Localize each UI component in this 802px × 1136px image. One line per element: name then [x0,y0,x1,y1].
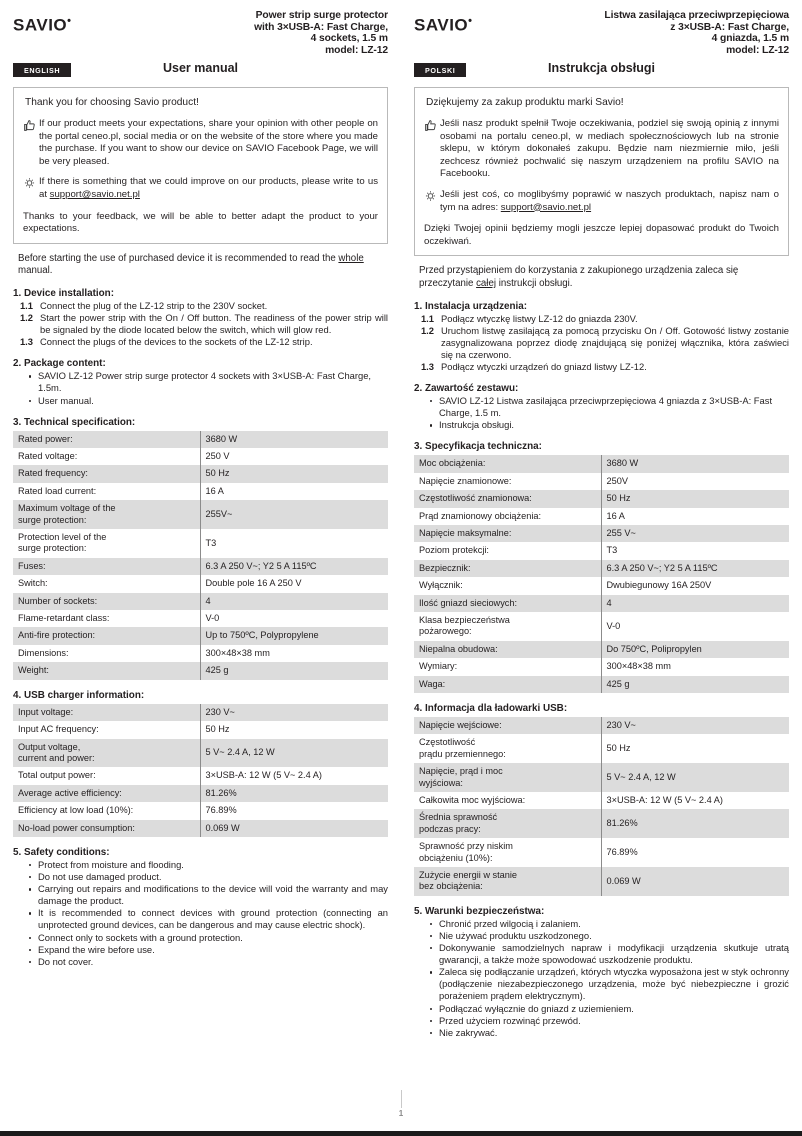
table-row [414,560,789,577]
list-item: User manual. [29,395,388,407]
section-title-device-installation: 1. Instalacja urządzenia: [414,300,528,312]
numbered-item [414,313,789,325]
table-row [13,645,388,662]
list-item: Chronić przed wilgocią i zalaniem. [430,918,789,930]
table-row [13,704,388,721]
list-item: SAVIO LZ-12 Power strip surge protector 4 sockets with 3×USB-A: Fast Charge, 1.5m. [29,370,388,394]
language-badge: ENGLISH [13,63,71,77]
language-badge: POLSKI [414,63,466,77]
list-item: Expand the wire before use. [29,944,388,956]
table-row [414,809,789,838]
table-row [13,465,388,482]
spec-value: 0.069 W [601,867,789,896]
before-use-emphasis: whole [338,252,364,264]
lightbulb-icon [23,176,39,190]
section-title-package-content: 2. Package content: [13,358,106,370]
table-row [414,717,789,734]
spec-key: Ilość gniazd sieciowych: [414,595,601,612]
numbered-item [13,312,388,336]
spec-value: 3×USB-A: 12 W (5 V~ 2.4 A) [601,792,789,809]
spec-value: 230 V~ [200,704,388,721]
improvement-text-pre: If there is something that we could improve on our products, please write to us at [39,176,378,200]
language-column-polski [401,0,802,1136]
spec-value: Up to 750ºC, Polypropylene [200,627,388,644]
logo-registered-mark: • [67,15,72,27]
before-use-emphasis: całej [476,277,497,289]
table-row [13,739,388,768]
spec-value: 4 [601,595,789,612]
spec-value: 6.3 A 250 V~; Y2 5 A 115ºC [200,558,388,575]
savio-logo: SAVIO• [414,15,473,35]
spec-key: Input AC frequency: [13,721,200,738]
numbered-item [414,325,789,361]
before-use-post: manual. [18,265,53,277]
spec-key: Sprawność przy niskim obciążeniu (10%): [414,838,601,867]
column-header [414,10,789,62]
spec-key: Wyłącznik: [414,577,601,594]
table-row [13,431,388,448]
spec-key: Prąd znamionowy obciążenia: [414,508,601,525]
spec-value: 50 Hz [601,734,789,763]
product-title-line: model: LZ-12 [325,45,388,57]
list-item: Carrying out repairs and modifications to the device will void the warranty and may damage the product. [29,883,388,907]
table-row [13,500,388,529]
spec-key: Protection level of the surge protection: [13,529,200,558]
spec-value: 3×USB-A: 12 W (5 V~ 2.4 A) [200,767,388,784]
list-item: Do not cover. [29,956,388,968]
spec-key: Efficiency at low load (10%): [13,802,200,819]
support-email-link[interactable]: support@savio.net.pl [500,201,592,213]
spec-key: Klasa bezpieczeństwa pożarowego: [414,612,601,641]
page-number: 1 [398,1109,404,1118]
spec-value: V-0 [601,612,789,641]
item-number: 1.2 [420,324,434,336]
spec-value: 4 [200,593,388,610]
spec-key: Input voltage: [13,704,200,721]
list-item: Protect from moisture and flooding. [29,859,388,871]
spec-value: 425 g [200,662,388,679]
usb-charger-table [13,704,388,837]
spec-value: 81.26% [200,785,388,802]
thumbs-up-icon [424,118,440,132]
product-title-line: z 3×USB-A: Fast Charge, [670,21,789,33]
spec-value: 6.3 A 250 V~; Y2 5 A 115ºC [601,560,789,577]
spec-key: Number of sockets: [13,593,200,610]
spec-value: 3680 W [200,431,388,448]
thank-you-box [13,87,388,244]
table-row [414,542,789,559]
table-row [13,662,388,679]
spec-key: Flame-retardant class: [13,610,200,627]
spec-value: 425 g [601,676,789,693]
improvement-bullet-text [39,176,378,201]
table-row [414,612,789,641]
technical-specification-table [414,455,789,693]
section-title-usb-charger-information: 4. USB charger information: [13,689,145,701]
table-row [13,721,388,738]
technical-specification-table [13,431,388,680]
list-item: Nie używać produktu uszkodzonego. [430,930,789,942]
spec-key: Częstotliwość prądu przemiennego: [414,734,601,763]
spec-value: 50 Hz [601,490,789,507]
usb-charger-table [414,717,789,896]
spec-key: Bezpiecznik: [414,560,601,577]
spec-key: Waga: [414,676,601,693]
before-use-post: instrukcji obsługi. [496,277,573,289]
item-number: 1.1 [420,312,434,324]
table-row [414,658,789,675]
spec-value: 16 A [200,483,388,500]
product-title-line: 4 sockets, 1.5 m [310,33,388,45]
improvement-text-pre: Jeśli jest coś, co moglibyśmy poprawić w naszych produktach, napisz nam o tym na adres: [440,188,779,213]
list-item: Przed użyciem rozwinąć przewód. [430,1015,789,1027]
spec-value: 0.069 W [200,820,388,837]
improvement-bullet [424,189,779,214]
spec-key: Weight: [13,662,200,679]
spec-key: Anti-fire protection: [13,627,200,644]
spec-key: Napięcie, prąd i moc wyjściowa: [414,763,601,792]
spec-key: Niepalna obudowa: [414,641,601,658]
spec-value: T3 [601,542,789,559]
package-content-list [13,370,388,406]
table-row [414,455,789,472]
thank-you-closing: Dzięki Twojej opinii będziemy mogli jeszcze lepiej dopasować produkt do Twoich oczekiwań. [424,223,779,247]
section-title-safety-conditions: 5. Warunki bezpieczeństwa: [414,905,545,917]
list-item: Do not use damaged product. [29,871,388,883]
spec-value: 16 A [601,508,789,525]
list-item: It is recommended to connect devices with ground protection (connecting an unprotected ground devices, can be dangerous and may cause electric shock). [29,907,388,931]
section-title-safety-conditions: 5. Safety conditions: [13,846,110,858]
table-row [13,529,388,558]
spec-key: Wymiary: [414,658,601,675]
spec-value: 76.89% [601,838,789,867]
table-row [13,627,388,644]
spec-key: Moc obciążenia: [414,455,601,472]
spec-key: Poziom protekcji: [414,542,601,559]
lightbulb-icon [424,189,440,203]
spec-key: Average active efficiency: [13,785,200,802]
spec-value: 5 V~ 2.4 A, 12 W [200,739,388,768]
table-row [414,641,789,658]
support-email-link[interactable]: support@savio.net.pl [49,188,140,200]
section-title-technical-specification: 3. Specyfikacja techniczna: [414,441,542,453]
item-number: 1.3 [19,336,33,348]
spec-key: Rated voltage: [13,448,200,465]
item-text: Connect the plug of the LZ-12 strip to the 230V socket. [40,299,268,311]
spec-key: No-load power consumption: [13,820,200,837]
table-row [414,734,789,763]
list-item: SAVIO LZ-12 Listwa zasilająca przeciwprzepięciowa 4 gniazda z 3×USB-A: Fast Charge, 1.5 m. [430,395,789,419]
item-number: 1.3 [420,360,434,372]
item-number: 1.1 [19,299,33,311]
table-row [414,792,789,809]
spec-value: T3 [200,529,388,558]
table-row [414,838,789,867]
thank-you-greeting: Dziękujemy za zakup produktu marki Savio! [426,97,624,108]
subheader [414,63,789,83]
spec-key: Output voltage, current and power: [13,739,200,768]
spec-key: Średnia sprawność podczas pracy: [414,809,601,838]
list-item: Zaleca się podłączanie urządzeń, których wtyczka wyposażona jest w styk ochronny (podłączenie niezabezpieczonego urządzenia, może być niebezpieczne i grozić porażeniem prądem elektrycznym). [430,966,789,1002]
list-item: Podłączać wyłącznie do gniazd z uziemieniem. [430,1003,789,1015]
item-text: Podłącz wtyczki urządzeń do gniazd listwy LZ-12. [441,360,647,372]
spec-value: 81.26% [601,809,789,838]
table-row [414,676,789,693]
spec-value: 250V [601,473,789,490]
spec-key: Napięcie wejściowe: [414,717,601,734]
thumbs-up-icon [23,118,39,132]
logo-registered-mark: • [468,15,473,27]
list-item: Nie zakrywać. [430,1027,789,1039]
table-row [13,448,388,465]
before-use-note [18,253,388,278]
spec-value: 255V~ [200,500,388,529]
package-content-list [414,395,789,431]
spec-key: Całkowita moc wyjściowa: [414,792,601,809]
column-header [13,10,388,62]
product-title [138,10,388,57]
column-divider [401,1090,402,1108]
spec-value: 255 V~ [601,525,789,542]
spec-key: Napięcie znamionowe: [414,473,601,490]
list-item: Connect only to sockets with a ground protection. [29,932,388,944]
table-row [414,763,789,792]
spec-value: 250 V [200,448,388,465]
footer-bar [0,1131,802,1136]
table-row [13,802,388,819]
spec-key: Fuses: [13,558,200,575]
spec-value: Do 750ºC, Polipropylen [601,641,789,658]
spec-key: Rated power: [13,431,200,448]
spec-key: Dimensions: [13,645,200,662]
improvement-bullet [23,176,378,201]
product-title-line: Listwa zasilająca przeciwprzepięciowa [604,10,789,21]
table-row [414,595,789,612]
item-text: Start the power strip with the On / Off button. The readiness of the power strip will be signaled by the diode located below the switch, which will glow red. [40,312,388,336]
item-number: 1.2 [19,312,33,324]
table-row [414,867,789,896]
table-row [13,593,388,610]
spec-value: 50 Hz [200,465,388,482]
table-row [414,577,789,594]
spec-key: Total output power: [13,767,200,784]
product-title-line: 4 gniazda, 1.5 m [711,33,789,45]
table-row [13,767,388,784]
safety-conditions-list [414,918,789,1039]
section-title-usb-charger-information: 4. Informacja dla ładowarki USB: [414,702,568,714]
numbered-item [13,300,388,312]
manual-title: Instrukcja obsługi [548,61,655,75]
list-item: Instrukcja obsługi. [430,419,789,431]
manual-title: User manual [162,61,239,75]
before-use-pre: Before starting the use of purchased device it is recommended to read the [18,252,339,264]
spec-value: Dwubiegunowy 16A 250V [601,577,789,594]
spec-key: Maximum voltage of the surge protection: [13,500,200,529]
feedback-bullet [23,118,378,168]
section-title-technical-specification: 3. Technical specification: [13,416,136,428]
spec-value: V-0 [200,610,388,627]
table-row [13,575,388,592]
improvement-bullet-text [440,189,779,214]
savio-logo: SAVIO• [13,15,72,35]
list-item: Dokonywanie samodzielnych napraw i modyfikacji urządzenia skutkuje utratą gwarancji, a także może spowodować uszkodzenie produktu. [430,942,789,966]
spec-key: Rated frequency: [13,465,200,482]
numbered-item [13,336,388,348]
spec-value: 5 V~ 2.4 A, 12 W [601,763,789,792]
thank-you-closing: Thanks to your feedback, we will be able to better adapt the product to your expectations. [23,210,378,235]
table-row [414,473,789,490]
table-row [414,490,789,507]
spec-key: Rated load current: [13,483,200,500]
thank-you-box [414,87,789,256]
spec-value: 50 Hz [200,721,388,738]
numbered-item [414,361,789,373]
before-use-note [419,265,789,290]
section-title-package-content: 2. Zawartość zestawu: [414,383,519,394]
table-row [414,525,789,542]
thank-you-greeting: Thank you for choosing Savio product! [25,97,199,108]
item-text: Podłącz wtyczkę listwy LZ-12 do gniazda 230V. [441,312,638,324]
item-text: Connect the plugs of the devices to the sockets of the LZ-12 strip. [40,336,313,348]
spec-value: 300×48×38 mm [200,645,388,662]
product-title-line: with 3×USB-A: Fast Charge, [254,21,388,33]
spec-key: Zużycie energii w stanie bez obciążenia: [414,867,601,896]
product-title-line: Power strip surge protector [255,10,388,21]
product-title [539,10,789,57]
spec-value: 300×48×38 mm [601,658,789,675]
spec-key: Częstotliwość znamionowa: [414,490,601,507]
table-row [13,483,388,500]
spec-key: Napięcie maksymalne: [414,525,601,542]
table-row [13,558,388,575]
spec-value: Double pole 16 A 250 V [200,575,388,592]
product-title-line: model: LZ-12 [726,45,789,57]
spec-value: 76.89% [200,802,388,819]
before-use-pre: Przed przystąpieniem do korzystania z zakupionego urządzenia zaleca się przeczytanie [419,265,739,289]
feedback-bullet-text: If our product meets your expectations, share your opinion with other people on the portal ceneo.pl, social media or on the website of the store where you made the purchase. If you want to show our device on SAVIO Facebook Page, we will be very pleased. [39,118,378,167]
section-title-device-installation: 1. Device installation: [13,287,114,299]
table-row [13,785,388,802]
table-row [13,820,388,837]
item-text: Uruchom listwę zasilającą za pomocą przycisku On / Off. Gotowość listwy zostanie zasygnalizowana poprzez diodę znajdującą się poniżej włącznika, która zaświeci się na czerwono. [441,324,789,360]
table-row [13,610,388,627]
spec-value: 3680 W [601,455,789,472]
feedback-bullet-text: Jeśli nasz produkt spełnił Twoje oczekiwania, podziel się swoją opinią z innymi osobami na portalu ceneo.pl, w mediach społecznościowych lub na stronie sklepu, w którym dokonałeś zakupu. Będzie nam niezmiernie miło, jeśli zechcesz również pochwalić się naszym urządzeniem na profilu SAVIO na Facebooku. [440,118,779,180]
subheader [13,63,388,83]
feedback-bullet [424,118,779,181]
safety-conditions-list [13,859,388,968]
spec-value: 230 V~ [601,717,789,734]
spec-key: Switch: [13,575,200,592]
table-row [414,508,789,525]
